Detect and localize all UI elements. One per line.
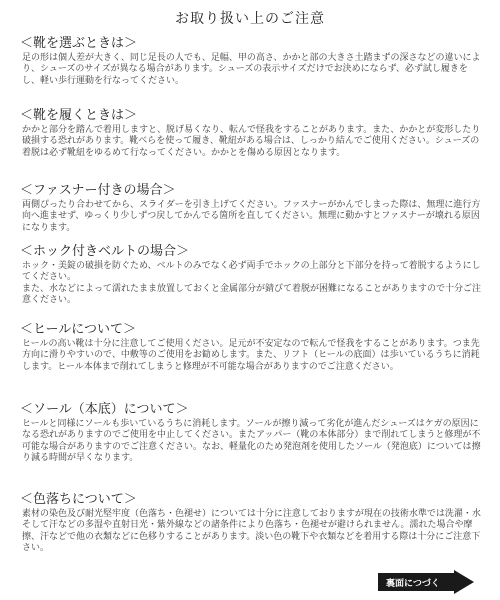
section-body: かかと部分を踏んで着用しますと、脱げ易くなり、転んで怪我をすることがあります。また、かかとが変形したり破損する恐れがあります。靴べらを使って履き、靴紐がある場合は、しっかり結んでご使用ください。シューズの着脱は必ず靴紐をゆるめて行なってください。かかとを傷める原因となります。 <box>22 125 481 158</box>
section-body: 素材の染色及び耐光堅牢度（色落ち・色褪せ）については十分に注意しておりますが現在の技術水準では洗濯・水そして汗などの多湿や直射日光・紫外線などの諸条件により色落ち・色褪せが避けられません。濡れた場合や摩擦、汗などで他の衣類などに色移りすることがあります。淡い色の靴下や衣類などを着用する際は十分にご注意下さい。 <box>22 509 481 554</box>
page-title: お取り扱い上のご注意 <box>175 11 325 27</box>
continued-on-back-label: 裏面につづく <box>386 579 440 589</box>
section-heading: ＜ヒールについて＞ <box>20 322 136 337</box>
continued-on-back-arrow <box>378 570 474 594</box>
section-hook-belt <box>20 244 485 307</box>
section-heels <box>20 322 485 373</box>
section-heading: ＜ファスナー付きの場合＞ <box>20 183 176 198</box>
section-heading: ＜靴を履くときは＞ <box>20 108 138 123</box>
section-heading: ＜色落ちについて＞ <box>20 492 137 507</box>
section-body: ヒールと同様にソールも歩いているうちに消耗します。ソールが擦り減って劣化が進んだシューズはケガの原因になる恐れがありますのでご使用を中止してください。またアッパー（靴の本体部分）まで削れてしまうと修理が不可能な場合がありますのでご注意ください。なお、軽量化のため発泡剤を使用したソール（発泡底）については擦り減る時間が早くなります。 <box>22 419 481 464</box>
section-sole <box>20 402 485 465</box>
section-heading: ＜ホック付きベルトの場合＞ <box>20 244 190 259</box>
section-wearing-shoes <box>20 108 485 159</box>
section-body: ヒールの高い靴は十分に注意してご使用ください。足元が不安定なので転んで怪我をすることがあります。つま先方向に滑りやすいので、中敷等のご使用をお勧めします。また、リフト（ヒールの底面）は歩いているうちに消耗します。ヒール本体まで削れてしまうと修理が不可能な場合がありますのでご注意ください。 <box>22 339 480 372</box>
section-color-fading <box>20 492 485 555</box>
section-zipper <box>20 183 485 234</box>
section-heading: ＜ソール（本底）について＞ <box>20 402 189 417</box>
section-heading: ＜靴を選ぶときは＞ <box>20 36 138 51</box>
section-body: ホック・美錠の破損を防ぐため、ベルトのみでなく必ず両手でホックの上部分と下部分を持って着脱するようにしてください。 また、水などによって濡れたまま放置しておくと金属部分が錆びて着脱が困難になることがありますので十分ご注意ください。 <box>22 261 482 306</box>
section-choosing-shoes <box>20 36 485 87</box>
section-body: 両側ぴったり合わせてから、スライダーを引き上げてください。ファスナーがかんでしまった際は、無理に進行方向へ進ませず、ゆっくり少しずつ戻してかんでる箇所を直してください。無理に動かすとファスナーが壊れる原因になります。 <box>22 200 481 233</box>
section-body: 足の形は個人差が大きく、同じ足長の人でも、足幅、甲の高さ、かかと部の大きさ土踏まずの深さなどの違いにより、シューズのサイズが異なる場合があります。シューズの表示サイズだけでお決めにならず、必ず試し履きをし、軽い歩行運動を行なってください。 <box>22 53 481 86</box>
